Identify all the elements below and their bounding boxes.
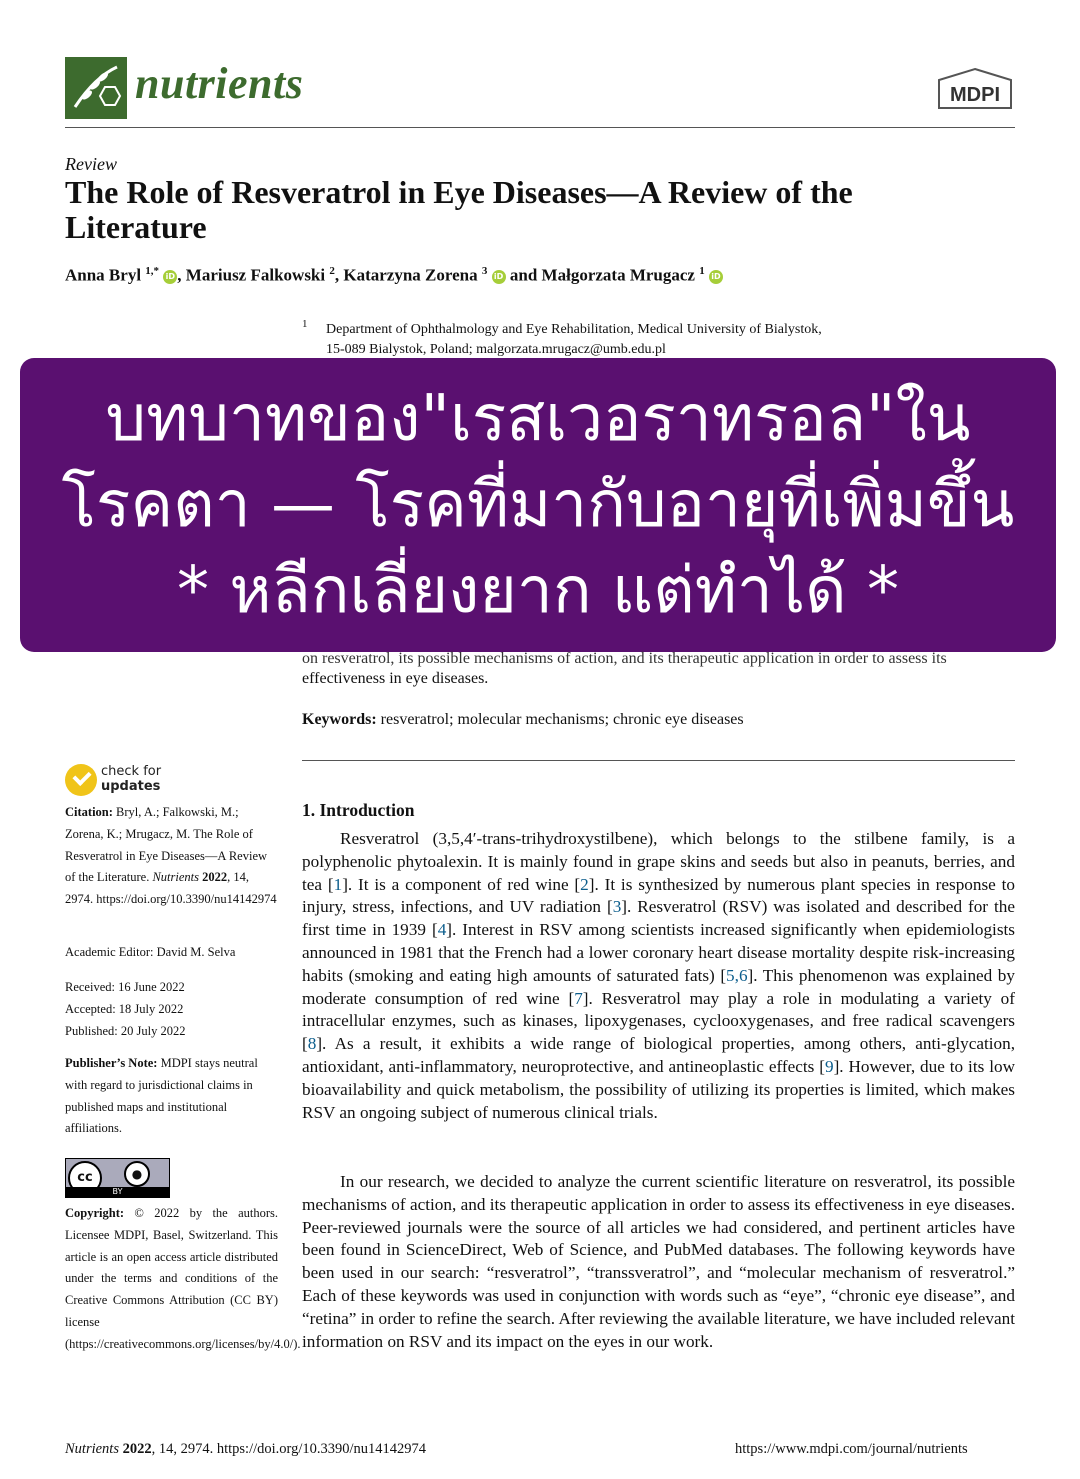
- reference-link[interactable]: 3: [612, 897, 622, 917]
- header-divider: [65, 127, 1015, 128]
- reference-link[interactable]: 5,6: [726, 965, 748, 985]
- cc-by-license-icon[interactable]: [65, 1158, 170, 1198]
- reference-link[interactable]: 8: [307, 1034, 317, 1054]
- mdpi-logo-text: MDPI: [950, 84, 1000, 106]
- affiliation: [326, 320, 926, 360]
- affiliation-line: 15-089 Bialystok, Poland; malgorzata.mrugacz@umb.edu.pl: [326, 342, 666, 357]
- author-name: Anna Bryl: [65, 265, 142, 285]
- affiliation-number: 1: [302, 318, 308, 330]
- paragraph-text: Resveratrol (3,5,4′-trans-trihydroxystilbene), which belongs to the stilbene family, is a polyphenolic phytoalexin. It is mainly found in grape skins and seeds but also in peanuts, berries, and tea [: [302, 829, 1015, 894]
- paragraph-text: ]. It is synthesized by numerous plant species in response to injury, stress, infections, and UV radiation [: [302, 874, 1015, 917]
- author-name: Katarzyna Zorena: [343, 265, 478, 285]
- reference-link[interactable]: 2: [580, 874, 589, 894]
- author-affiliation-sup: 1: [699, 265, 705, 277]
- overlay-line: * หลีกเลี่ยงยาก แต่ทำได้ *: [177, 554, 899, 628]
- keywords: [302, 711, 744, 729]
- journal-logo-icon: [65, 57, 127, 119]
- check-for-updates-button[interactable]: [65, 764, 285, 798]
- received-date: Received: 16 June 2022: [65, 980, 185, 994]
- updates-label: updates: [101, 779, 161, 794]
- checkmark-icon: [65, 764, 97, 796]
- article-type: Review: [65, 154, 117, 174]
- author-name: Małgorzata Mrugacz: [541, 265, 695, 285]
- journal-name: nutrients: [135, 59, 304, 108]
- intro-paragraph-2: In our research, we decided to analyze the current scientific literature on resveratrol, its possible mechanisms of action, and its therapeutic application in order to assess its effectiveness in eye diseases. Peer-reviewed journals were the source of all articles we had considered, and pertinent articles have been found in ScienceDirect, Web of Science, and PubMed databases. The following keywords have been used in our search: “resveratrol”, “transsveratrol”, and “molecular mechanism of resveratrol.” Each of these keywords was used in conjunction with words such as “eye”, “chronic eye disease”, and “retina” in order to refine the search. After reviewing the available literature, we have included relevant information on RSV and its impact on the eyes in our work.: [302, 1172, 1015, 1351]
- person-icon: ●: [124, 1161, 150, 1187]
- reference-link[interactable]: 9: [824, 1056, 834, 1076]
- paragraph-text: ]. As a result, it exhibits a wide range of biological properties, among others, anti-glycation, antioxidant, anti-inflammatory, neuroprotective, and antineoplastic effects [: [302, 1034, 1015, 1076]
- reference-link[interactable]: 4: [437, 920, 447, 940]
- article-title: The Role of Resveratrol in Eye Diseases—A Review of the Literature: [65, 174, 853, 245]
- paragraph-text: ]. Interest in RSV among scientists increased significantly when epidemiologists announced in 1981 that the French had a lower coronary heart disease mortality despite risk-increasing habits (smoking and eating high amounts of saturated fats) [: [302, 920, 1015, 985]
- citation: Citation: Bryl, A.; Falkowski, M.; Zorena, K.; Mrugacz, M. The Role of Resveratrol in Eye Diseases—A Review of the Literature. Nutrients 2022, 14, 2974. https://doi.org/10.3390/nu14142974: [65, 805, 277, 907]
- accepted-date: Accepted: 18 July 2022: [65, 1002, 184, 1016]
- overlay-line: บทบาทของ"เรสเวอราทรอล"ใน: [105, 382, 971, 456]
- affiliation-line: Department of Ophthalmology and Eye Rehabilitation, Medical University of Bialystok,: [326, 322, 822, 337]
- overlay-line: โรคตา — โรคที่มากับอายุที่เพิ่มขึ้น: [61, 468, 1015, 542]
- paragraph-text: ]. However, due to its low bioavailability and quick metabolism, the possibility of utilizing its properties is limited, which makes RSV an ongoing subject of numerous clinical trials.: [302, 1056, 1015, 1122]
- academic-editor: Academic Editor: David M. Selva: [65, 945, 236, 959]
- reference-link[interactable]: 7: [574, 988, 583, 1008]
- check-label: check for: [101, 764, 162, 779]
- paragraph-text: ]. This phenomenon was explained by moderate consumption of red wine [: [302, 965, 1015, 1008]
- cc-icon: cc: [68, 1161, 102, 1195]
- author-affiliation-sup: 3: [481, 265, 488, 277]
- orcid-icon[interactable]: iD: [492, 270, 506, 284]
- copyright: Copyright: © 2022 by the authors. Licensee MDPI, Basel, Switzerland. This article is an open access article distributed under the terms and conditions of the Creative Commons Attribution (CC BY) license (https://creativecommons.org/licenses/by/4.0/).: [65, 1206, 301, 1351]
- section-heading: 1. Introduction: [302, 800, 415, 820]
- abstract-tail: [302, 647, 1015, 690]
- published-date: Published: 20 July 2022: [65, 1024, 186, 1038]
- cc-by-label: BY: [66, 1187, 169, 1197]
- author-affiliation-sup: 1,*: [145, 265, 160, 277]
- keywords-divider: [302, 760, 1015, 761]
- intro-paragraph-1: [302, 828, 1015, 1124]
- author-list: Anna Bryl $^{1,*}$ iD , Mariusz Falkowski $^2$, Katarzyna Zorena $^3$ iD and Małgorzata Mrugacz $^1$ iD: [65, 265, 723, 286]
- keywords-label: Keywords:: [302, 711, 377, 728]
- reference-link[interactable]: 1: [333, 874, 343, 894]
- thai-title-overlay: [20, 358, 1056, 652]
- paragraph-text: ]. It is a component of red wine [: [342, 874, 581, 894]
- abstract-partial-line: on resveratrol, its possible mechanisms of action, and its therapeutic application in order to assess its: [302, 650, 947, 667]
- mdpi-logo: [937, 68, 1013, 112]
- abstract-last-line: effectiveness in eye diseases.: [302, 670, 489, 687]
- author-name: Mariusz Falkowski: [185, 265, 326, 285]
- paragraph-text: ]. Resveratrol (RSV) was isolated and described for the first time in 1939 [: [302, 897, 1015, 940]
- keywords-text: resveratrol; molecular mechanisms; chronic eye diseases: [380, 711, 744, 728]
- paragraph-text: ]. Resveratrol may play a role in modulating a variety of intracellular enzymes, such as kinases, lipoxygenases, cyclooxygenases, and free radical scavengers [: [302, 988, 1016, 1054]
- publisher-note: Publisher’s Note: MDPI stays neutral with regard to jurisdictional claims in published maps and institutional affiliations.: [65, 1056, 258, 1136]
- author-affiliation-sup: 2: [329, 265, 335, 277]
- footer-citation: Nutrients 2022, 14, 2974. https://doi.org/10.3390/nu14142974: [65, 1441, 427, 1457]
- footer-journal-link[interactable]: https://www.mdpi.com/journal/nutrients: [735, 1441, 968, 1457]
- orcid-icon[interactable]: iD: [163, 270, 177, 284]
- orcid-icon[interactable]: iD: [709, 270, 723, 284]
